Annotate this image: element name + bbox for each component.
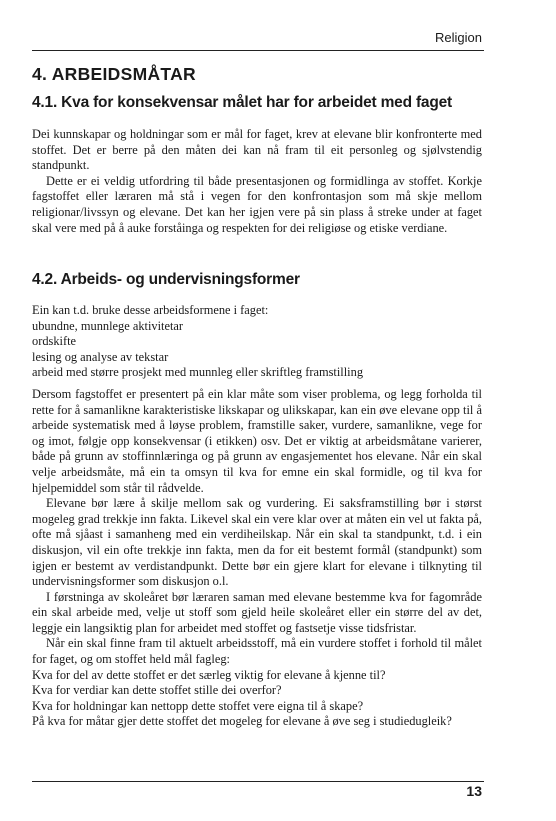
running-head: Religion [435,30,482,45]
page-number: 13 [466,783,482,799]
list-item: ordskifte [32,334,77,349]
paragraph: Når ein skal finne fram til aktuelt arbeidsstoff, må ein vurdere stoffet i forhold til målet for faget, og om stoffet held mål fagleg: [32,636,482,667]
question-item: Kva for verdiar kan dette stoffet stille dei overfor? [32,683,282,698]
paragraph: Elevane bør lære å skilje mellom sak og vurdering. Ei saksframstilling bør i størst mogeleg grad trekkje inn fakta. Likevel skal ein vere klar over at måten ein vel ut fakta på, ofte må sjåast i samanheng med ein verdiheilskap. Når ein skal ta standpunkt, t.d. i ein diskusjon, vil ein ofte trekkje inn fakta, men da for eit bestemt formål (standpunkt) som igjen er bestemt av verdistandpunkt. Dette bør ein gjere klart for elevane i tilknyting til undervisningsformer som diskusjon o.l. [32,496,482,589]
question-item: Kva for del av dette stoffet er det særleg viktig for elevane å kjenne til? [32,667,386,682]
paragraph: I førstninga av skoleåret bør læraren saman med elevane bestemme kva for fagområde ein skal arbeide med, velje ut stoff som gjeld heile skoleåret eller ein større del av det, leggje ein langsiktig plan for arbeidet med stoffet og fastsetje visse tidsfristar. [32,589,482,635]
section-heading-4-2: 4.2. Arbeids- og undervisningsformer [32,271,300,288]
section-4-2-body [32,303,482,730]
section-heading-4-1: 4.1. Kva for konsekvensar målet har for arbeidet med faget [32,94,452,111]
paragraph: Dei kunnskapar og holdningar som er mål for faget, krev at elevane blir konfronterte med stoffet. Det er berre på den måten dei kan nå fram til eit personleg og sjølvstendig standpunkt. [32,127,482,173]
header-rule [32,50,484,51]
paragraph: Dette er ei veldig utfordring til både presentasjonen og formidlinga av stoffet. Korkje fagstoffet eller læraren må stå i vegen for den konfrontasjon som må skje mellom religionar/livssyn og elevane. Det kan her igjen vere på sin plass å streke under at faget skal vere med på å auke forståinga og respekten for dei religiøse og etiske verdiane. [32,173,482,235]
list-item: ubundne, munnlege aktivitetar [32,318,184,333]
chapter-title: 4. ARBEIDSMÅTAR [32,64,196,84]
section-4-1-body [32,127,482,236]
list-item: arbeid med større prosjekt med munnleg eller skriftleg framstilling [32,365,364,380]
paragraph: Dersom fagstoffet er presentert på ein klar måte som viser problema, og legg forholda til rette for å samanlikne karakteristiske likskapar og ulikskapar, kan ein øve elevane opp til å arbeide systematisk med å løyse problem, framstille saker, vurdere, samanlikne, vege for og imot, følgje opp konsekvensar (i etikken) osv. Det er viktig at arbeidsmåtane varierer, både på grunn av stoffinnlæringa og på grunn av engasjementet hos elevane. Når ein skal velje arbeidsmåte, må ein ta omsyn til kva for emne ein skal formidle, og til kva for hjelpemiddel som står til rådvelde. [32,386,482,495]
footer-rule [32,781,484,782]
list-item: lesing og analyse av tekstar [32,349,169,364]
question-item: På kva for måtar gjer dette stoffet det mogeleg for elevane å øve seg i studiedugleik? [32,714,452,729]
intro-line: Ein kan t.d. bruke desse arbeidsformene i faget: [32,303,269,317]
question-item: Kva for holdningar kan nettopp dette stoffet vere eigna til å skape? [32,698,364,713]
